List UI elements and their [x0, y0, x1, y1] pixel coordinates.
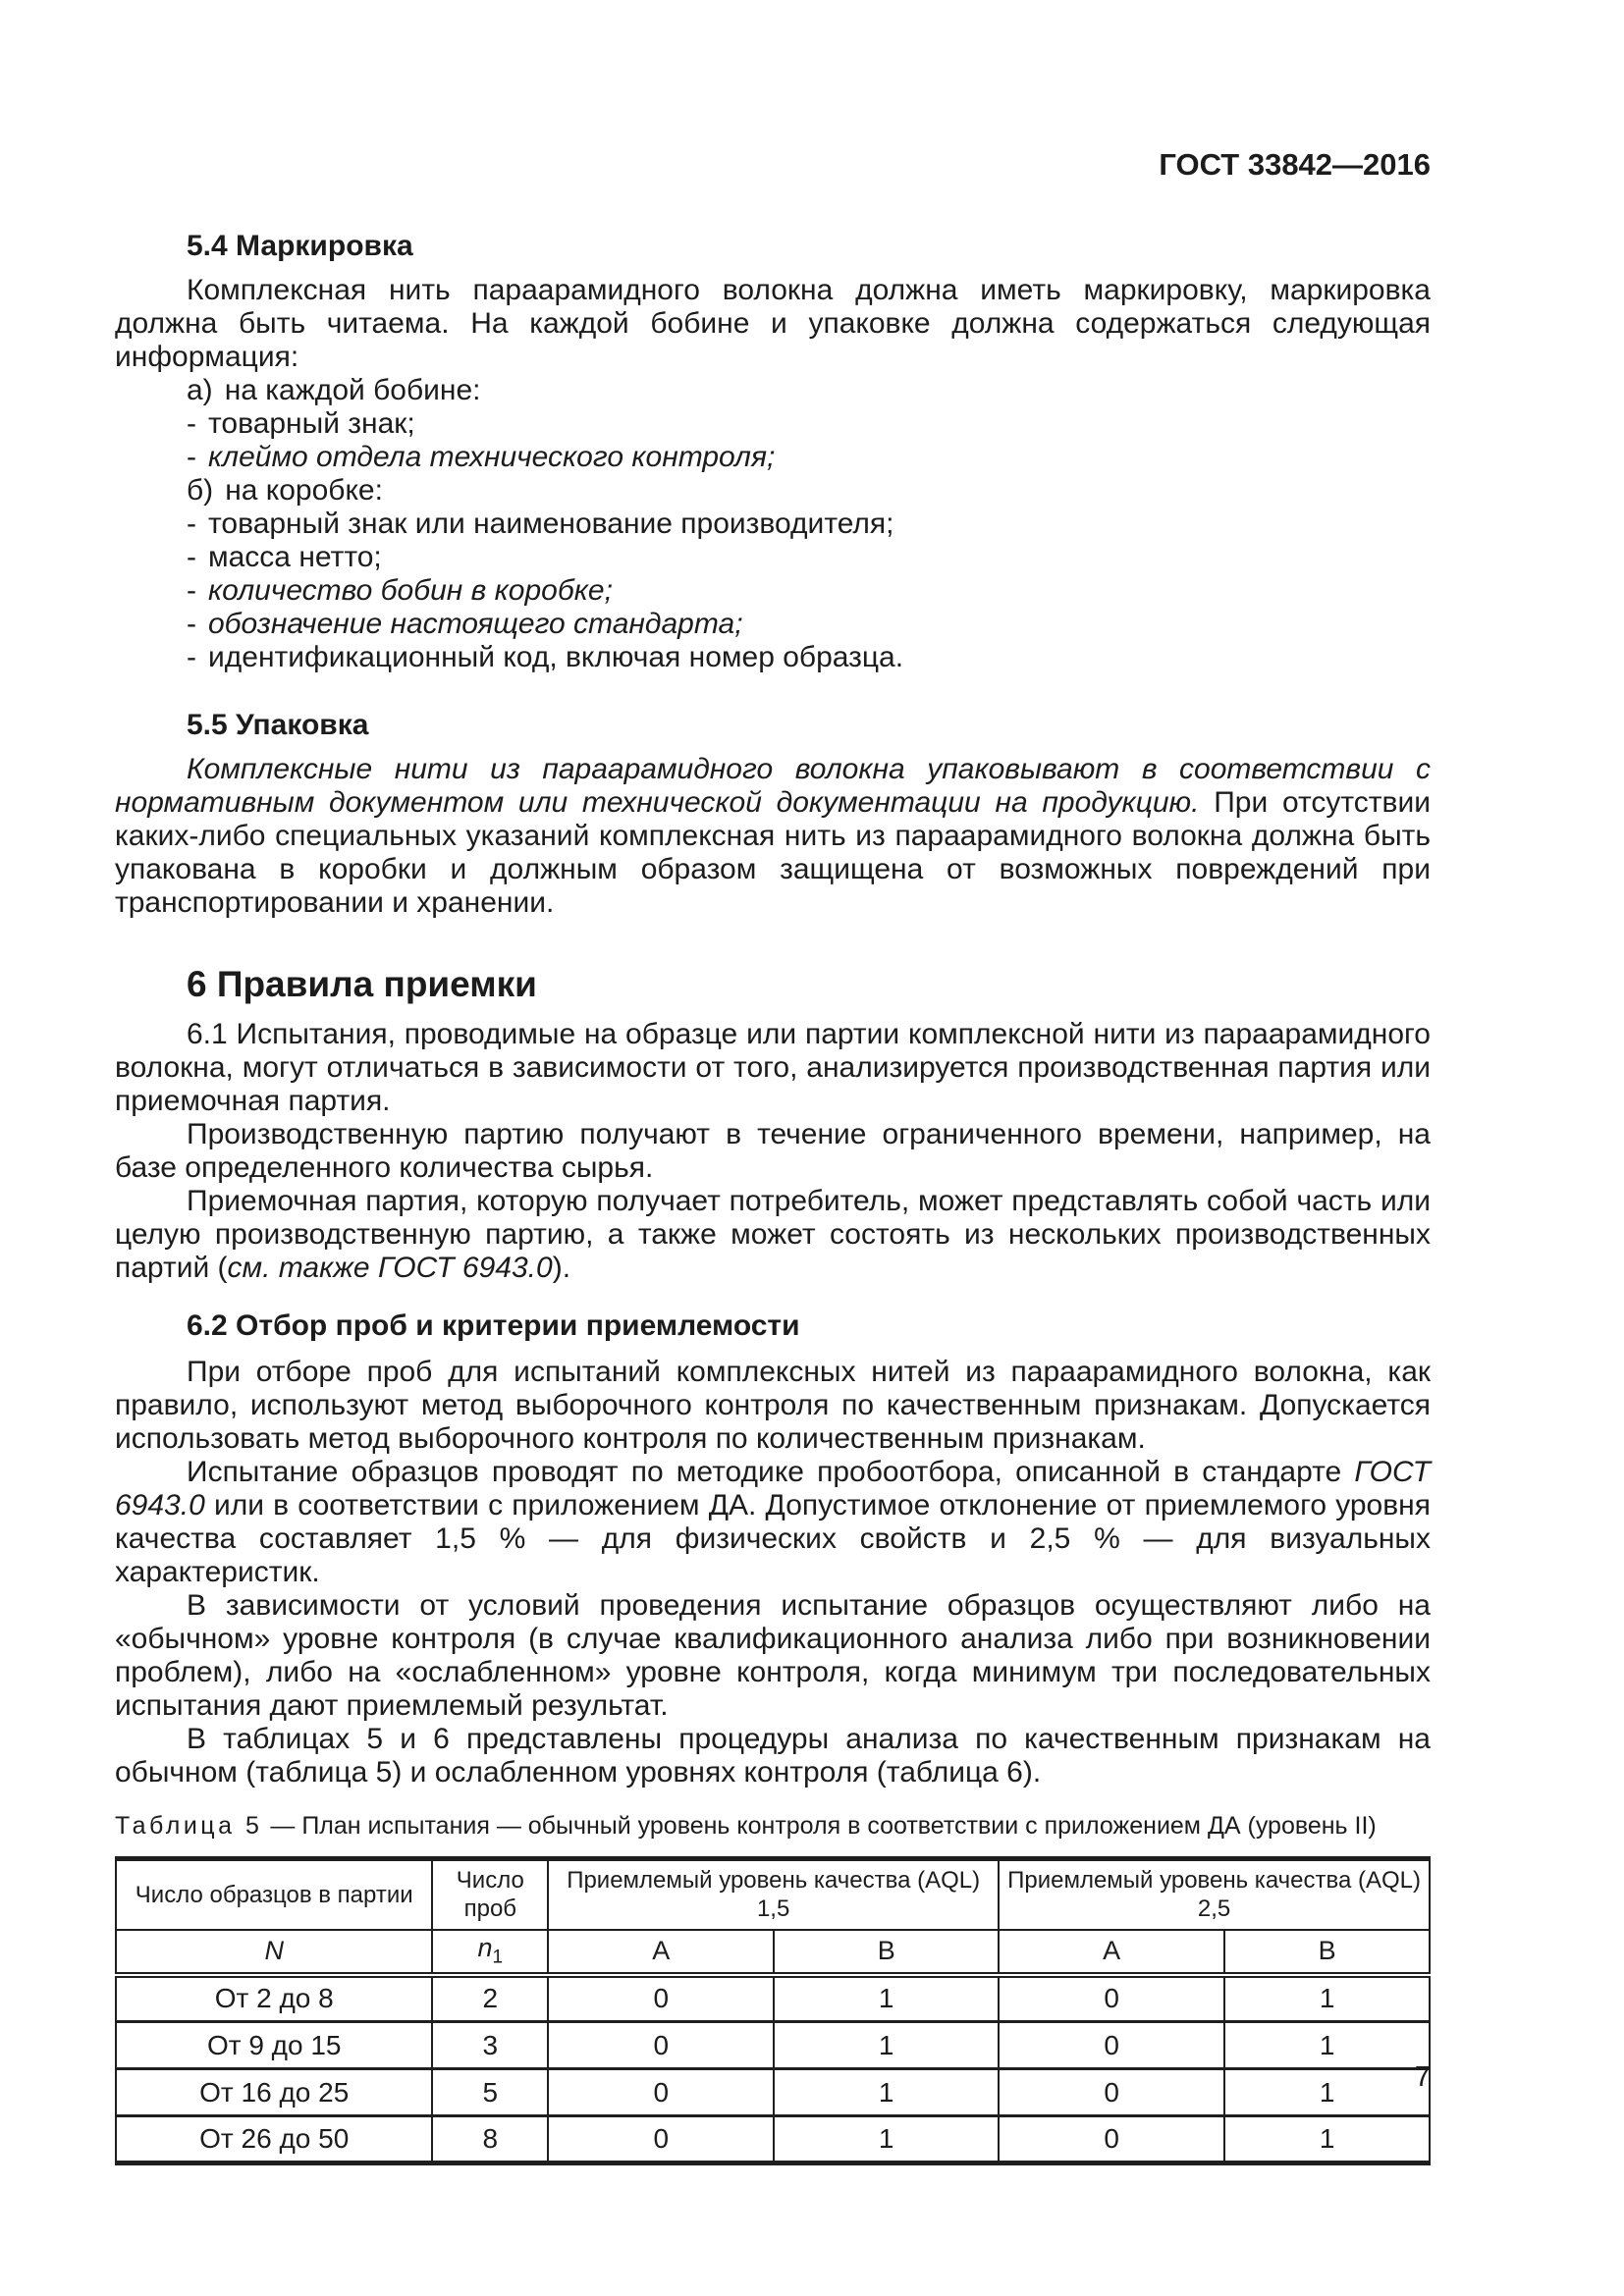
list-item — [187, 441, 1431, 474]
table-row — [116, 2069, 1430, 2116]
cell-b2: 1 — [1224, 2116, 1430, 2163]
aql-value-15: 1,5 — [756, 1896, 790, 1923]
table-5 — [115, 1856, 1431, 2165]
list-item-text: товарный знак; — [208, 407, 415, 440]
cell-b2: 1 — [1224, 2022, 1430, 2069]
table-5-caption-text: — План испытания — обычный уровень контроля в соответствии с приложением ДА (уровень II) — [270, 1812, 1377, 1840]
list-item — [187, 541, 1431, 574]
symbol-n: n — [477, 1933, 493, 1963]
list-item — [187, 608, 1431, 641]
section-6-heading: 6 Правила приемки — [187, 964, 537, 1004]
cell-b2: 1 — [1224, 2069, 1430, 2116]
subheader-A-1: А — [548, 1930, 774, 1975]
list-item-text: идентификационный код, включая номер образца. — [208, 641, 904, 673]
marking-list — [115, 374, 1431, 674]
page-number: 7 — [1414, 2061, 1431, 2093]
table-subheader-row — [116, 1930, 1430, 1975]
paragraph-6-1: 6.1 Испытания, проводимые на образце или партии комплексной нити из параарамидного волокна, могут отличаться в зависимости от того, анализируется производственная партия или приемочная партия. — [115, 1018, 1431, 1117]
paragraph-sampling-method: При отборе проб для испытаний комплексных нитей из параарамидного волокна, как правило, используют метод выборочного контроля по качественным признакам. Допускается использовать метод выборочного контроля по количественным признакам. — [115, 1356, 1431, 1455]
list-item — [187, 407, 1431, 441]
cell-n: 5 — [432, 2069, 548, 2116]
aql-label: Приемлемый уровень качества (AQL) — [1007, 1867, 1421, 1895]
subheader-B-2: В — [1224, 1930, 1430, 1975]
symbol-n-subscript: 1 — [492, 1947, 504, 1968]
cell-n: 3 — [432, 2022, 548, 2069]
document-code: ГОСТ 33842—2016 — [1159, 147, 1431, 182]
cell-range: От 26 до 50 — [116, 2116, 432, 2163]
list-item-marker: - — [187, 507, 196, 540]
cell-a2: 0 — [999, 1975, 1224, 2022]
list-item-marker: - — [187, 641, 196, 673]
list-item-text: на каждой бобине: — [224, 374, 481, 406]
section-5-5-heading: 5.5 Упаковка — [187, 709, 369, 741]
cell-range: От 16 до 25 — [116, 2069, 432, 2116]
section-6-2-heading: 6.2 Отбор проб и критерии приемлемости — [187, 1309, 800, 1342]
col-header-sample-count: Число проб — [432, 1859, 548, 1930]
paragraph-test-procedure — [115, 1456, 1431, 1589]
symbol-N: N — [264, 1936, 284, 1965]
paragraph-production-batch: Производственную партию получают в течение ограниченного времени, например, на базе определенного количества сырья. — [115, 1118, 1431, 1184]
col-header-aql-25 — [999, 1859, 1430, 1930]
list-item — [187, 507, 1431, 541]
cell-a2: 0 — [999, 2116, 1224, 2163]
list-item — [187, 574, 1431, 608]
list-item-marker: - — [187, 574, 196, 607]
acceptance-batch-text: Приемочная партия, которую получает потребитель, может представлять собой часть или целую производственную партию, а также может состоять из нескольких производственных партий ( — [115, 1185, 1431, 1284]
list-item-marker: - — [187, 441, 196, 473]
paragraph-control-levels: В зависимости от условий проведения испытание образцов осуществляют либо на «обычном» уровне контроля (в случае квалификационного анализа либо при возникновении проблем), либо на «ослабленном» уровне контроля, когда минимум три последовательных испытания дают приемлемый результат. — [115, 1589, 1431, 1722]
list-item — [187, 474, 1431, 507]
list-item-marker: - — [187, 541, 196, 573]
list-item-marker: б) — [187, 474, 214, 507]
gost-reference: ГОСТ 6943.0 — [115, 1456, 1431, 1522]
cell-b1: 1 — [774, 1975, 999, 2022]
packing-regular-text: При отсутствии каких-либо специальных указаний комплексная нить из параарамидного волокна должна быть упакована в коробки и должным образом защищена от возможных повреждений при транспортировании и хранении. — [115, 786, 1431, 919]
subheader-A-2: А — [999, 1930, 1224, 1975]
cell-range: От 9 до 15 — [116, 2022, 432, 2069]
cell-b1: 1 — [774, 2022, 999, 2069]
table-5-caption — [115, 1811, 1431, 1841]
test-procedure-rest: или в соответствии с приложением ДА. Допустимое отклонение от приемлемого уровня качества составляет 1,5 % — для физических свойств и 2,5 % — для визуальных характеристик. — [115, 1489, 1431, 1588]
packing-italic-text: Комплексные нити из параарамидного волокна упаковывают в соответствии с нормативным документом или технической документации на продукцию. — [115, 753, 1431, 819]
list-item-text: товарный знак или наименование производителя; — [208, 507, 894, 540]
list-item-text: клеймо отдела технического контроля; — [208, 441, 776, 473]
cell-a1: 0 — [548, 2069, 774, 2116]
cell-n: 8 — [432, 2116, 548, 2163]
cell-range: От 2 до 8 — [116, 1975, 432, 2022]
table-header-row — [116, 1859, 1430, 1930]
table-row — [116, 1975, 1430, 2022]
see-also-reference: см. также ГОСТ 6943.0 — [227, 1252, 553, 1284]
subheader-N — [116, 1930, 432, 1975]
table-5-caption-label: Таблица 5 — [115, 1812, 263, 1840]
list-item-text: масса нетто; — [208, 541, 382, 573]
acceptance-batch-close: ). — [552, 1252, 571, 1284]
aql-value-25: 2,5 — [1197, 1896, 1231, 1923]
table-row — [116, 2022, 1430, 2069]
cell-a1: 0 — [548, 1975, 774, 2022]
list-item-marker: а) — [187, 374, 213, 406]
paragraph-acceptance-batch — [115, 1185, 1431, 1285]
list-item-text: количество бобин в коробке; — [208, 574, 613, 607]
aql-label: Приемлемый уровень качества (AQL) — [567, 1867, 981, 1895]
cell-b2: 1 — [1224, 1975, 1430, 2022]
table-row — [116, 2116, 1430, 2163]
list-item — [187, 641, 1431, 674]
col-header-batch-size: Число образцов в партии — [116, 1859, 432, 1930]
test-procedure-text: Испытание образцов проводят по методике пробоотбора, описанной в стандарте — [187, 1456, 1355, 1488]
section-5-4-intro: Комплексная нить параарамидного волокна должна иметь маркировку, маркировка должна быть читаема. На каждой бобине и упаковке должна содержаться следующая информация: — [115, 274, 1431, 373]
cell-a2: 0 — [999, 2022, 1224, 2069]
section-5-5-paragraph — [115, 753, 1431, 920]
list-item-text: на коробке: — [225, 474, 383, 507]
list-item — [187, 374, 1431, 407]
list-item-marker: - — [187, 407, 196, 440]
cell-b1: 1 — [774, 2069, 999, 2116]
cell-b1: 1 — [774, 2116, 999, 2163]
cell-a1: 0 — [548, 2116, 774, 2163]
subheader-n1 — [432, 1930, 548, 1975]
cell-n: 2 — [432, 1975, 548, 2022]
col-header-aql-15 — [548, 1859, 999, 1930]
list-item-text: обозначение настоящего стандарта; — [208, 608, 743, 640]
cell-a1: 0 — [548, 2022, 774, 2069]
list-item-marker: - — [187, 608, 196, 640]
paragraph-tables-5-6: В таблицах 5 и 6 представлены процедуры анализа по качественным признакам на обычном (таблица 5) и ослабленном уровнях контроля (таблица 6). — [115, 1723, 1431, 1789]
cell-a2: 0 — [999, 2069, 1224, 2116]
section-5-4-heading: 5.4 Маркировка — [187, 230, 413, 262]
subheader-B-1: В — [774, 1930, 999, 1975]
